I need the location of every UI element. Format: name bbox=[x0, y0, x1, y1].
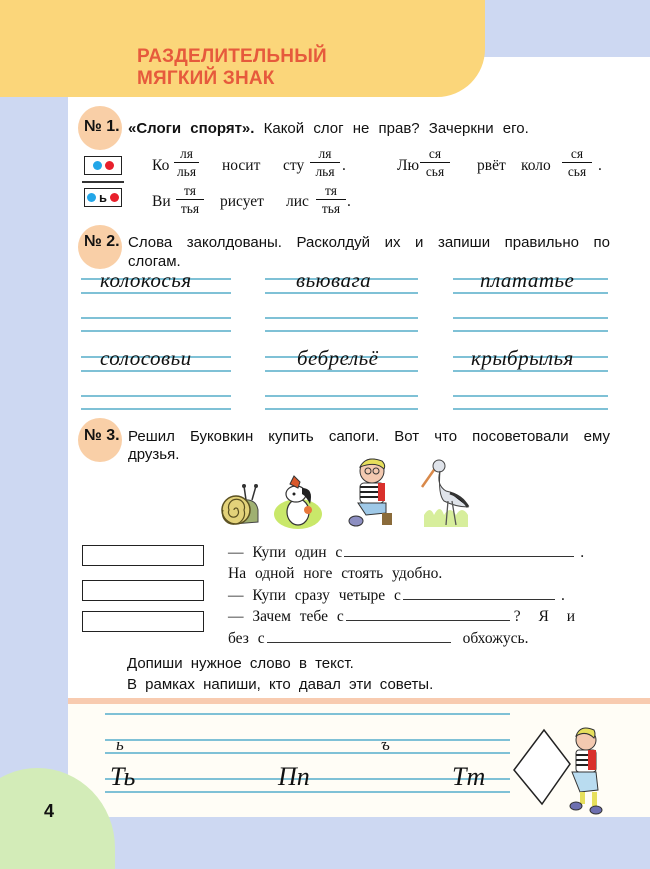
puppy-icon bbox=[272, 474, 324, 530]
punctuation: . bbox=[598, 157, 602, 174]
vowel-dot-icon bbox=[87, 193, 96, 202]
task-3-instruction-line-2: друзья. bbox=[128, 446, 180, 463]
task-1-title: «Слоги спорят». bbox=[128, 120, 255, 137]
ruled-line bbox=[265, 330, 418, 332]
syllable-choice[interactable]: тя тья bbox=[176, 184, 204, 216]
punctuation: . bbox=[347, 193, 351, 210]
syllable-schema-plain bbox=[84, 156, 122, 175]
stork-icon bbox=[420, 455, 472, 530]
vowel-dot-icon bbox=[93, 161, 102, 170]
copybook-line bbox=[105, 713, 510, 715]
enchanted-word: вьювага bbox=[296, 268, 372, 292]
task-1-number: № 1. bbox=[84, 118, 120, 135]
word: носит bbox=[222, 157, 261, 174]
boy-carrying-frame-icon bbox=[510, 720, 610, 820]
fill-in-blank-4[interactable] bbox=[267, 629, 451, 643]
task-3-footer-line-2: В рамках напиши, кто давал эти советы. bbox=[127, 676, 434, 693]
advisor-name-box-2[interactable] bbox=[82, 580, 204, 601]
schema-divider bbox=[82, 181, 124, 183]
consonant-dot-icon bbox=[105, 161, 114, 170]
copybook-line bbox=[105, 752, 510, 754]
ruled-line bbox=[81, 317, 231, 319]
ruled-line bbox=[265, 408, 418, 410]
word: Лю bbox=[397, 157, 420, 174]
copybook-line bbox=[105, 739, 510, 741]
enchanted-word: солосовьи bbox=[100, 346, 192, 370]
copy-letter-hard-sign: ъ bbox=[381, 735, 390, 754]
word: рвёт bbox=[477, 157, 506, 174]
copy-letter-capital: Тт bbox=[452, 762, 486, 791]
syllable-choice[interactable]: ля лья bbox=[310, 147, 340, 179]
word: рисует bbox=[220, 193, 264, 210]
ruled-line bbox=[453, 330, 608, 332]
dialogue-line-4: — Зачем тебе с ? Я и bbox=[228, 608, 575, 625]
enchanted-word: бебрельё bbox=[297, 346, 379, 370]
dialogue-line-5: без с обхожусь. bbox=[228, 630, 529, 647]
task-2-instruction-line-1: Слова заколдованы. Расколдуй их и запиши правильно по bbox=[128, 234, 610, 251]
syllable-choice[interactable]: ся сья bbox=[420, 147, 450, 179]
task-2-number: № 2. bbox=[84, 233, 120, 250]
title-line-2: МЯГКИЙ ЗНАК bbox=[137, 68, 275, 89]
task-3-number: № 3. bbox=[84, 427, 120, 444]
task-3-footer-line-1: Допиши нужное слово в текст. bbox=[127, 655, 354, 672]
fill-in-blank-3[interactable] bbox=[346, 607, 510, 621]
enchanted-word: колокосья bbox=[100, 268, 192, 292]
word: Ко bbox=[152, 157, 170, 174]
ruled-line bbox=[265, 317, 418, 319]
page-title bbox=[137, 46, 327, 90]
enchanted-word: крыбрылья bbox=[471, 346, 574, 370]
ruled-line bbox=[453, 395, 608, 397]
title-line-1: РАЗДЕЛИТЕЛЬНЫЙ bbox=[137, 46, 327, 67]
dialogue-line-1: — Купи один с . bbox=[228, 544, 585, 561]
syllable-schema-soft-sign bbox=[84, 188, 122, 207]
ruled-line bbox=[453, 408, 608, 410]
ruled-line bbox=[81, 395, 231, 397]
copy-letter-capital: Пп bbox=[278, 762, 310, 791]
word: Ви bbox=[152, 193, 171, 210]
fill-in-blank-2[interactable] bbox=[403, 586, 555, 600]
advisor-name-box-1[interactable] bbox=[82, 545, 204, 566]
task-1-instruction bbox=[128, 119, 529, 138]
syllable-choice[interactable]: тя тья bbox=[316, 184, 346, 216]
word: коло bbox=[521, 157, 551, 174]
consonant-dot-icon bbox=[110, 193, 119, 202]
syllable-choice[interactable]: ся сья bbox=[562, 147, 592, 179]
word: лис bbox=[286, 193, 309, 210]
copy-letter-capital: Ть bbox=[110, 762, 136, 791]
dialogue-line-2: На одной ноге стоять удобно. bbox=[228, 565, 443, 582]
soft-sign-icon: ь bbox=[99, 190, 107, 205]
ruled-line bbox=[81, 330, 231, 332]
snail-icon bbox=[216, 480, 262, 528]
task-1-question: Какой слог не прав? Зачеркни его. bbox=[263, 120, 529, 137]
enchanted-word: плататье bbox=[480, 268, 575, 292]
task-3-instruction-line-1: Решил Буковкин купить сапоги. Вот что посоветовали ему bbox=[128, 428, 610, 445]
copy-letter-soft-sign: ь bbox=[116, 735, 124, 754]
advisor-name-box-3[interactable] bbox=[82, 611, 204, 632]
task-2-instruction-line-2: слогам. bbox=[128, 253, 181, 270]
dialogue-line-3: — Купи сразу четыре с . bbox=[228, 587, 565, 604]
word: сту bbox=[283, 157, 305, 174]
ruled-line bbox=[453, 317, 608, 319]
fill-in-blank-1[interactable] bbox=[344, 543, 574, 557]
page-number: 4 bbox=[44, 801, 55, 821]
syllable-choice[interactable]: ля лья bbox=[174, 147, 199, 179]
ruled-line bbox=[265, 395, 418, 397]
punctuation: . bbox=[342, 157, 346, 174]
boy-bukovkin-icon bbox=[346, 455, 398, 530]
ruled-line bbox=[81, 408, 231, 410]
